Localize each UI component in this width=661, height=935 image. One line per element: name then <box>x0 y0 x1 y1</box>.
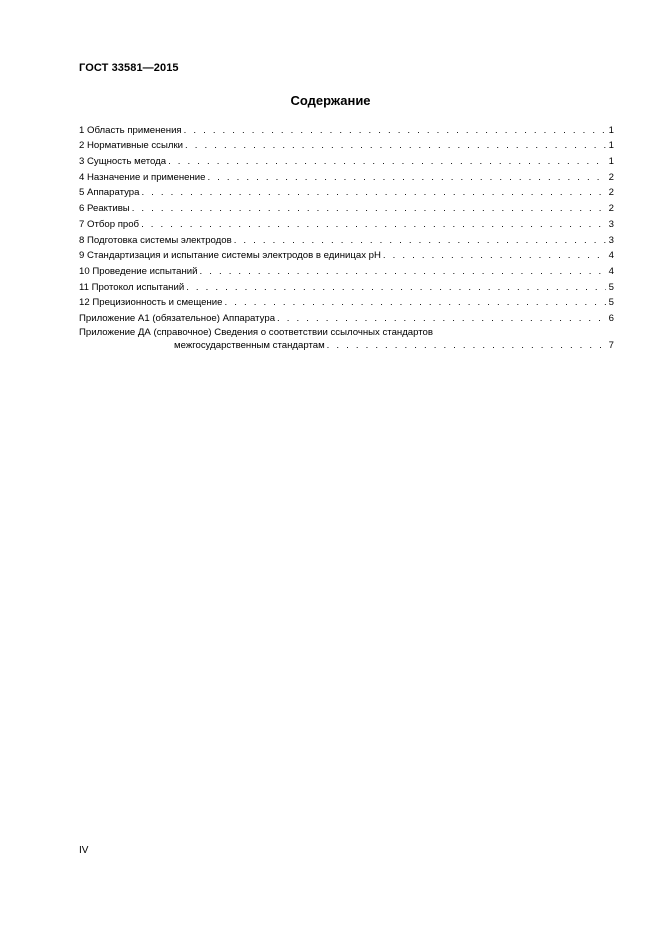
toc-entry-label-line2: межгосударственным стандартам <box>174 339 325 351</box>
toc-entry-label: 9 Стандартизация и испытание системы электродов в единицах pH <box>79 250 381 262</box>
toc-entry-label: 12 Прецизионность и смещение <box>79 297 223 309</box>
toc-entry-page: 4 <box>608 265 614 277</box>
table-of-contents <box>79 120 614 351</box>
toc-entry-page: 1 <box>608 156 614 168</box>
toc-leader-dots <box>277 313 606 324</box>
toc-entry[interactable] <box>79 246 614 262</box>
toc-leader-dots <box>185 140 606 151</box>
toc-entry-label-line1: Приложение ДА (справочное) Сведения о соответствии ссылочных стандартов <box>79 326 433 338</box>
toc-entry-label: 1 Область применения <box>79 124 182 136</box>
toc-entry[interactable] <box>79 167 614 183</box>
document-header-standard-id: ГОСТ 33581—2015 <box>79 62 179 74</box>
toc-entry-label: 7 Отбор проб <box>79 218 140 230</box>
toc-entry[interactable] <box>79 277 614 293</box>
toc-entry-page: 2 <box>608 203 614 215</box>
toc-entry[interactable] <box>79 261 614 277</box>
toc-entry[interactable] <box>79 120 614 136</box>
toc-entry-page: 5 <box>608 281 614 293</box>
toc-entry[interactable] <box>79 183 614 199</box>
page-number: IV <box>79 845 89 856</box>
toc-leader-dots <box>207 172 605 183</box>
toc-entry-page: 3 <box>608 234 614 246</box>
toc-entry[interactable] <box>79 293 614 309</box>
toc-entry[interactable] <box>79 230 614 246</box>
toc-leader-dots <box>184 125 606 136</box>
toc-leader-dots <box>141 219 606 230</box>
toc-entry-label: Приложение А1 (обязательное) Аппаратура <box>79 312 276 324</box>
toc-entry-page: 2 <box>608 187 614 199</box>
toc-entry-label: 4 Назначение и применение <box>79 171 206 183</box>
toc-entry-page: 6 <box>608 312 614 324</box>
toc-leader-dots <box>327 340 606 351</box>
toc-entry-label: 3 Сущность метода <box>79 156 167 168</box>
toc-entry-label: 5 Аппаратура <box>79 187 140 199</box>
toc-entry[interactable] <box>79 198 614 214</box>
toc-leader-dots <box>132 203 606 214</box>
toc-entry-appendix-da[interactable] <box>79 327 614 351</box>
toc-entry[interactable] <box>79 151 614 167</box>
toc-entry[interactable] <box>79 214 614 230</box>
toc-entry-label: 8 Подготовка системы электродов <box>79 234 232 246</box>
toc-leader-dots <box>200 266 606 277</box>
toc-leader-dots <box>141 187 605 198</box>
toc-entry[interactable] <box>79 308 614 324</box>
toc-leader-dots <box>225 297 606 308</box>
toc-entry-page: 4 <box>608 250 614 262</box>
toc-entry-page: 1 <box>608 124 614 136</box>
toc-leader-dots <box>186 282 605 293</box>
toc-entry[interactable] <box>79 136 614 152</box>
toc-entry-label: 11 Протокол испытаний <box>79 281 185 293</box>
page-title: Содержание <box>290 93 371 108</box>
toc-entry-page: 2 <box>608 171 614 183</box>
toc-leader-dots <box>383 250 606 261</box>
toc-entry-label: 10 Проведение испытаний <box>79 265 198 277</box>
toc-leader-dots <box>168 156 606 167</box>
toc-entry-page: 5 <box>608 297 614 309</box>
toc-entry-page: 1 <box>608 140 614 152</box>
toc-entry-label: 2 Нормативные ссылки <box>79 140 184 152</box>
toc-entry-page: 7 <box>608 339 614 351</box>
toc-leader-dots <box>234 235 606 246</box>
toc-entry-page: 3 <box>608 218 614 230</box>
toc-entry-label: 6 Реактивы <box>79 203 130 215</box>
